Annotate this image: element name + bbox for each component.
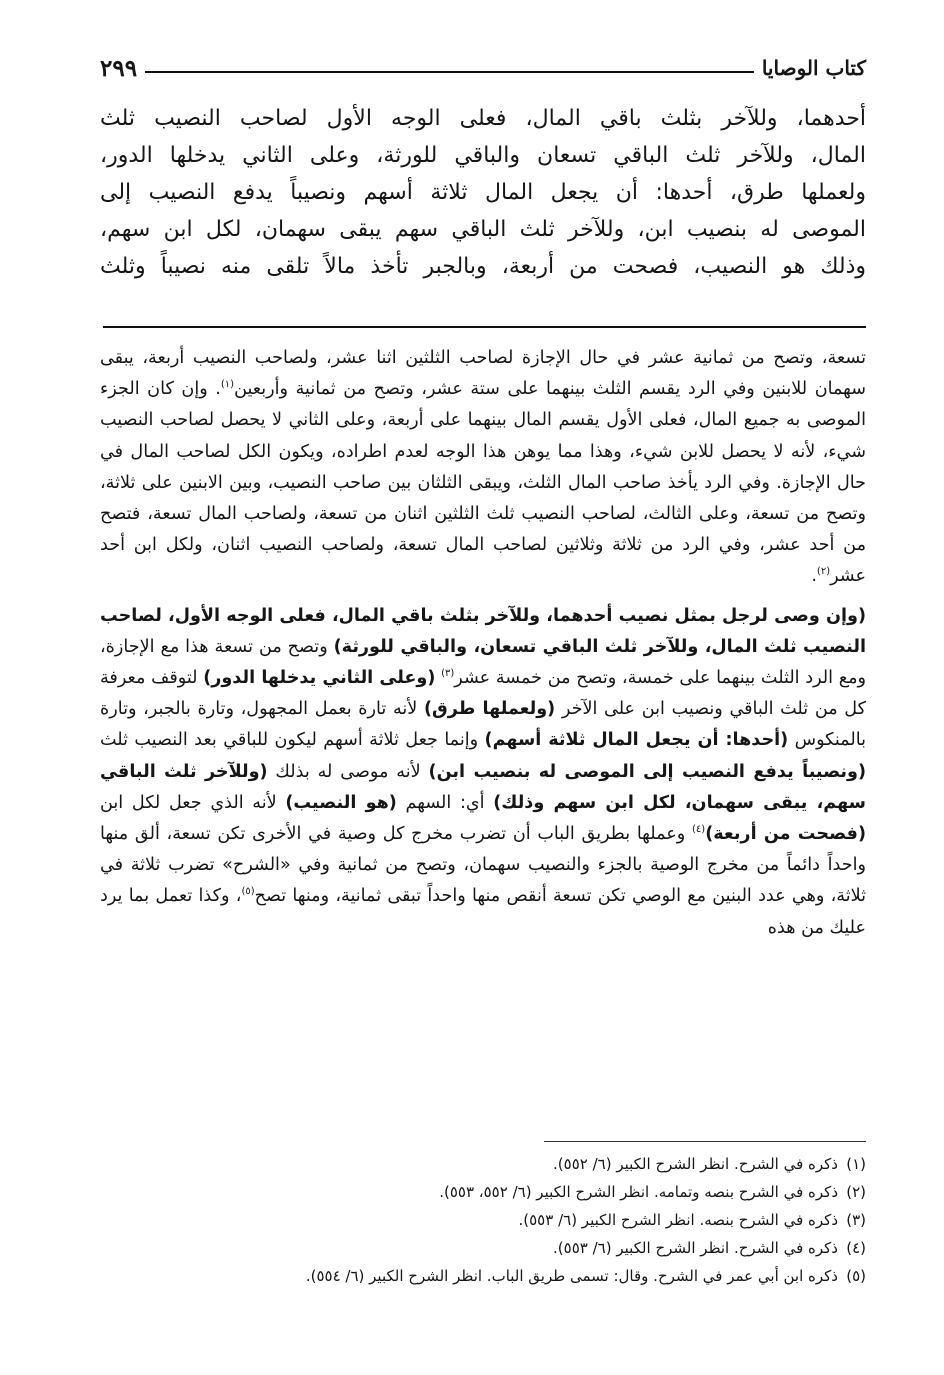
commentary-text: لأنه تارة بعمل المجهول، وتارة بالجبر، وتارة بالمنكوس	[100, 699, 866, 751]
commentary-text: وتصح من تسعة هذا مع الإجازة، ومع الرد الثلث بينهما على خمسة، وتصح من خمسة عشر	[100, 636, 867, 689]
footnote-ref: (٣)	[441, 668, 455, 680]
commentary-text: وعملها بطريق الباب أن تضرب مخرج كل وصية في الأخرى تكن تسعة، ألق منها واحداً دائماً من مخرج الوصية بالجزء والنصيب سهمان، وتصح من ثمانية وفي «الشرح» تضرب ثلاثة في ثلاثة، وهي عدد البنين مع الوصي تكن تسعة أنقص منها واحداً تبقى ثمانية، ومنها تصح	[100, 824, 866, 907]
running-header	[100, 48, 866, 88]
footnote-number: (٣)	[846, 1211, 866, 1229]
chapter-title: كتاب الوصايا	[761, 56, 866, 80]
quoted-matn: (هو النصيب)	[285, 792, 397, 813]
commentary-text: وإنما جعل ثلاثة أسهم ليكون للباقي بعد النصيب ثلث	[100, 730, 485, 751]
commentary-text: لتوقف معرفة كل من ثلث الباقي ونصيب ابن على الآخر	[100, 668, 867, 720]
footnote-ref: (١)	[220, 379, 235, 391]
footnote-text: ذكره في الشرح بنصه وتمامه. انظر الشرح الكبير (٦/ ٥٥٢، ٥٥٣).	[439, 1183, 838, 1201]
footnote-text: ذكره في الشرح. انظر الشرح الكبير (٦/ ٥٥٢).	[553, 1155, 838, 1173]
footnote-item	[100, 1234, 866, 1262]
section-divider	[103, 326, 866, 328]
footnote-item	[100, 1262, 866, 1290]
quoted-matn: (فصحت من أربعة)	[705, 824, 866, 845]
footnote-number: (١)	[846, 1155, 866, 1173]
footnote-text: ذكره في الشرح بنصه. انظر الشرح الكبير (٦/ ٥٥٣).	[518, 1211, 838, 1229]
footnote-ref: (٥)	[241, 886, 255, 898]
quoted-matn: (ونصيباً يدفع النصيب إلى الموصى له بنصيب ابن)	[428, 761, 866, 782]
main-text-line: ولعملها طرق، أحدها: أن يجعل المال ثلاثة أسهم ونصيباً يدفع النصيب إلى	[100, 180, 866, 205]
footnote-ref: (٤)	[692, 824, 706, 836]
commentary	[100, 343, 866, 952]
footnote-item	[100, 1150, 866, 1178]
quoted-matn: (وعلى الثاني يدخلها الدور)	[203, 668, 436, 689]
commentary-text: ، وكذا تعمل بما يرد عليك من هذه	[100, 886, 866, 938]
quoted-matn: (وللآخر ثلث الباقي سهم، يبقى سهمان، لكل ابن سهم وذلك)	[100, 761, 866, 813]
page-number: ٢٩٩	[100, 54, 138, 82]
footnote-ref: (٢)	[816, 566, 831, 578]
main-text-line: وذلك هو النصيب، فصحت من أربعة، وبالجبر تأخذ مالاً تلقى منه نصيباً وثلث	[100, 254, 866, 279]
footnote-number: (٢)	[846, 1183, 866, 1201]
footnote-text: ذكره في الشرح. انظر الشرح الكبير (٦/ ٥٥٣).	[553, 1239, 838, 1257]
commentary-text: أي: السهم	[396, 792, 494, 813]
footnote-item	[100, 1178, 866, 1206]
commentary-text: .	[811, 566, 817, 587]
footnotes	[100, 1150, 866, 1290]
footnote-number: (٤)	[846, 1239, 866, 1257]
commentary-text: تسعة، وتصح من ثمانية عشر في حال الإجازة لصاحب الثلثين اثنا عشر، ولصاحب النصيب أربعة، يبقى سهمان للابنين وفي الرد يقسم الثلث بينهما على ستة عشر، وتصح من ثمانية وأربعين	[100, 348, 866, 400]
quoted-matn: (وإن وصى لرجل بمثل نصيب أحدهما، وللآخر بثلث باقي المال، فعلى الوجه الأول، لصاحب النصيب ثلث المال، وللآخر ثلث الباقي تسعان، والباقي للورثة)	[100, 605, 866, 657]
footnote-number: (٥)	[846, 1267, 866, 1285]
footnote-item	[100, 1206, 866, 1234]
commentary-paragraph	[100, 601, 866, 944]
quoted-matn: (أحدها: أن يجعل المال ثلاثة أسهم)	[484, 730, 789, 751]
footnote-divider	[544, 1141, 866, 1142]
commentary-text: لأنه موصى له بذلك	[267, 761, 429, 782]
commentary-text: لأنه الذي جعل لكل ابن	[100, 792, 286, 813]
quoted-matn: (ولعملها طرق)	[423, 699, 556, 720]
main-text-line: المال، وللآخر ثلث الباقي تسعان والباقي للورثة، وعلى الثاني يدخلها الدور،	[100, 143, 866, 168]
main-text-line: أحدهما، وللآخر بثلث باقي المال، فعلى الوجه الأول لصاحب النصيب ثلث	[100, 106, 866, 131]
commentary-paragraph	[100, 343, 866, 593]
commentary-text: . وإن كان الجزء الموصى به جميع المال، فعلى الأول يقسم المال بينهما على أربعة، وعلى الثاني لا يحصل لصاحب النصيب شيء، لأنه لا يحصل للابن شيء، وهذا مما يوهن هذا الوجه لعدم اطراده، ويكون الكل لصاحب المال في حال الإجازة. وفي الرد يأخذ صاحب المال الثلث، ويبقى الثلثان بين صاحب النصيب، وبين الابنين على ثلاثة، وتصح من تسعة، وعلى الثالث، لصاحب النصيب ثلث الثلثين اثنان من تسعة، ولصاحب المال تسعة، فتصح من أحد عشر، وفي الرد من ثلاثة وثلاثين لصاحب المال تسعة، ولصاحب النصيب اثنان، ولكل ابن أحد عشر	[100, 379, 866, 587]
main-text	[100, 100, 866, 285]
footnote-text: ذكره ابن أبي عمر في الشرح. وقال: تسمى طريق الباب. انظر الشرح الكبير (٦/ ٥٥٤).	[305, 1267, 838, 1285]
header-rule	[145, 71, 754, 73]
main-text-line: الموصى له بنصيب ابن، وللآخر ثلث الباقي سهم يبقى سهمان، لكل ابن سهم،	[100, 217, 866, 242]
